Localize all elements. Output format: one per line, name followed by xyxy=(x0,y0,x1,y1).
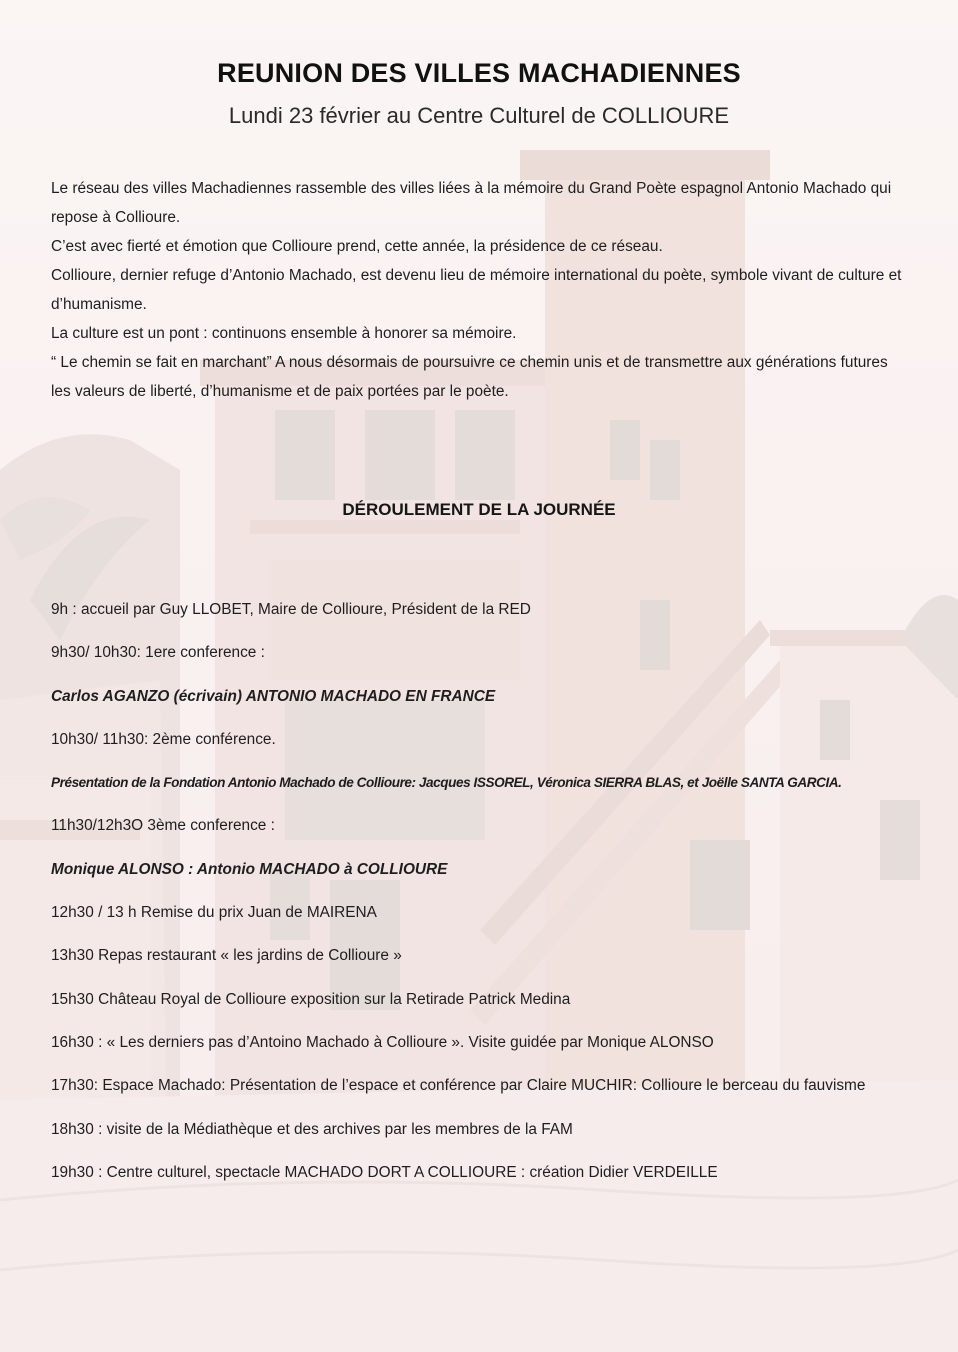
intro-paragraph: Le réseau des villes Machadiennes rassemble des villes liées à la mémoire du Grand Poète espagnol Antonio Machado qui repose à Collioure. xyxy=(51,180,892,226)
intro-paragraph: “ Le chemin se fait en marchant” A nous désormais de poursuivre ce chemin unis et de transmettre aux générations futures les valeurs de liberté, d’humanisme et de paix portées par le poète. xyxy=(51,354,888,400)
schedule-item: 9h : accueil par Guy LLOBET, Maire de Collioure, Président de la RED xyxy=(51,601,531,618)
intro-paragraph: C’est avec fierté et émotion que Collioure prend, cette année, la présidence de ce réseau. xyxy=(51,238,663,255)
schedule-item: 12h30 / 13 h Remise du prix Juan de MAIRENA xyxy=(51,904,377,922)
schedule-item: 19h30 : Centre culturel, spectacle MACHADO DORT A COLLIOURE : création Didier VERDEILLE xyxy=(51,1163,718,1181)
schedule-speaker: Présentation de la Fondation Antonio Machado de Collioure: Jacques ISSOREL, Véronica SIERRA BLAS, et Joëlle SANTA GARCIA. xyxy=(51,775,842,791)
program-heading: DÉROULEMENT DE LA JOURNÉE xyxy=(342,500,616,519)
schedule-speaker: Monique ALONSO : Antonio MACHADO à COLLIOURE xyxy=(51,860,448,878)
program-schedule xyxy=(51,588,921,1194)
schedule-item: 15h30 Château Royal de Collioure exposition sur la Retirade Patrick Medina xyxy=(51,990,571,1008)
page-subtitle: Lundi 23 février au Centre Culturel de COLLIOURE xyxy=(228,103,730,128)
schedule-item: 11h30/12h3O 3ème conference : xyxy=(51,817,275,835)
schedule-item: 18h30 : visite de la Médiathèque et des archives par les membres de la FAM xyxy=(51,1120,573,1138)
intro-text xyxy=(51,174,911,406)
schedule-item: 10h30/ 11h30: 2ème conférence. xyxy=(51,730,276,748)
schedule-speaker: Carlos AGANZO (écrivain) ANTONIO MACHADO EN FRANCE xyxy=(51,687,496,705)
intro-paragraph: Collioure, dernier refuge d’Antonio Machado, est devenu lieu de mémoire international du poète, symbole vivant de culture et d’humanisme. xyxy=(51,267,902,313)
page-title: REUNION DES VILLES MACHADIENNES xyxy=(217,58,741,88)
schedule-item: 16h30 : « Les derniers pas d’Antoino Machado à Collioure ». Visite guidée par Monique ALONSO xyxy=(51,1033,714,1051)
intro-paragraph: La culture est un pont : continuons ensemble à honorer sa mémoire. xyxy=(51,325,517,342)
schedule-item: 13h30 Repas restaurant « les jardins de Collioure » xyxy=(51,947,402,965)
schedule-item: 17h30: Espace Machado: Présentation de l’espace et conférence par Claire MUCHIR: Collioure le berceau du fauvisme xyxy=(51,1077,866,1095)
schedule-item: 9h30/ 10h30: 1ere conference : xyxy=(51,644,265,662)
